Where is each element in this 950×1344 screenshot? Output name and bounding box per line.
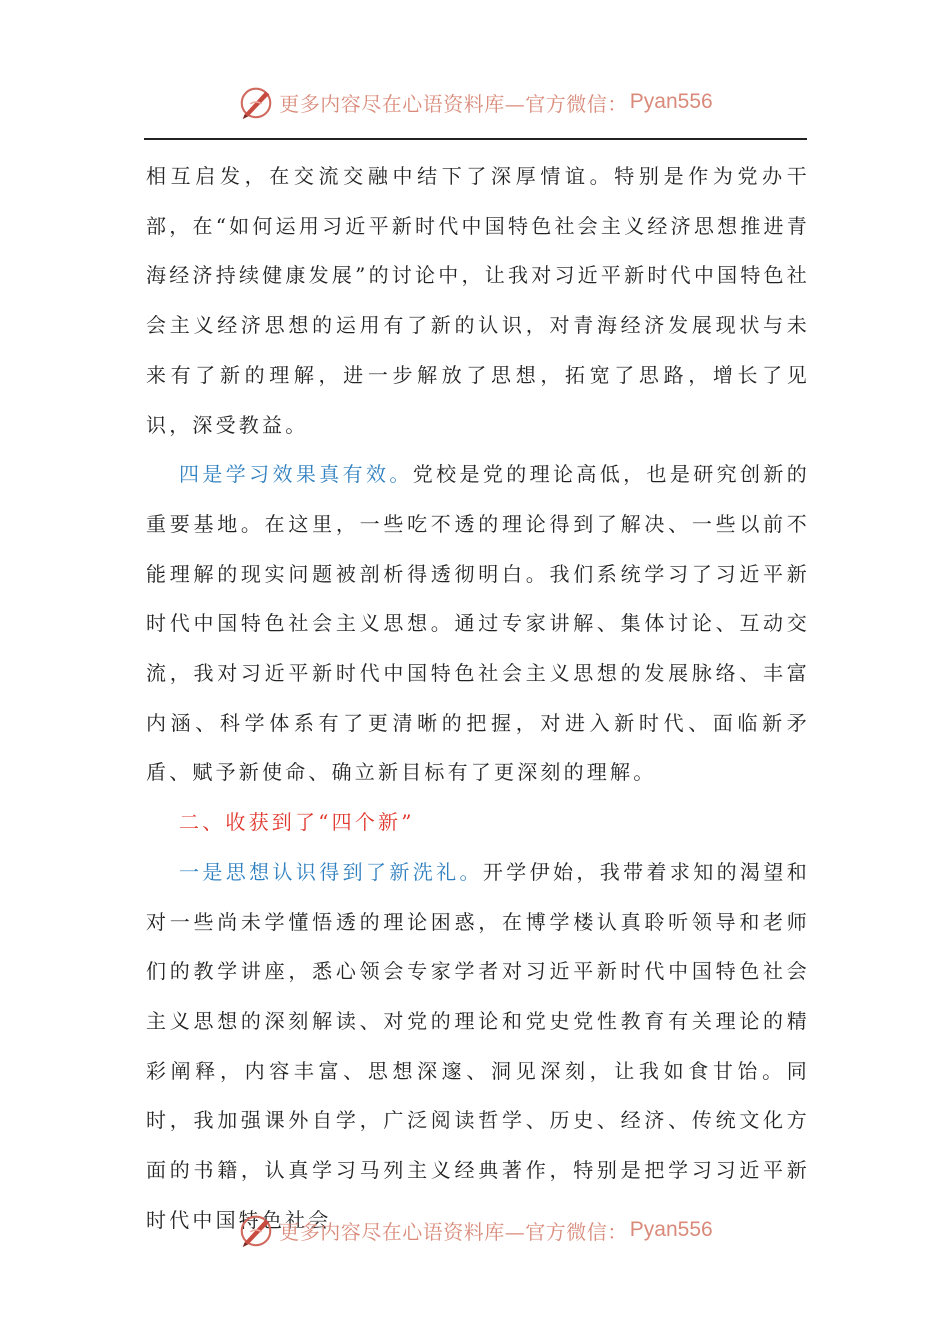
paragraph-text: 开学伊始，我带着求知的渴望和对一些尚未学懂悟透的理论困惑，在博学楼认真聆听领导和老师们的教学讲座，悉心领会专家学者对习近平新时代中国特色社会主义思想的深刻解读、对党的理论和党史党性教育有关理论的精彩阐释，内容丰富、思想深邃、洞见深刻，让我如食甘饴。同时，我加强课外自学，广泛阅读哲学、历史、经济、传统文化方面的书籍，认真学习马列主义经典著作，特别是把学习习近平新时代中国特色社会 <box>146 859 810 1232</box>
document-body <box>146 152 810 1245</box>
paragraph-lead: 四是学习效果真有效。 <box>179 462 413 487</box>
paragraph-lead: 一是思想认识得到了新洗礼。 <box>179 859 483 884</box>
section-heading: 二、收获到了“四个新” <box>179 810 415 835</box>
banner-text: 更多内容尽在心语资料库—官方微信： <box>279 91 628 116</box>
paragraph-3 <box>146 848 810 1246</box>
paragraph-text: 党校是党的理论高低，也是研究创新的重要基地。在这里，一些吃不透的理论得到了解决、一些以前不能理解的现实问题被剖析得透彻明白。我们系统学习了习近平新时代中国特色社会主义思想。通过专家讲解、集体讨论、互动交流，我对习近平新时代中国特色社会主义思想的发展脉络、丰富内涵、科学体系有了更清晰的把握，对进入新时代、面临新矛盾、赋予新使命、确立新目标有了更深刻的理解。 <box>146 462 811 785</box>
page-header-banner <box>0 80 950 124</box>
paragraph-1 <box>146 152 810 450</box>
page-footer-banner <box>0 1208 950 1252</box>
header-divider <box>144 138 807 140</box>
pen-logo-icon <box>237 1211 275 1249</box>
banner-text: 更多内容尽在心语资料库—官方微信： <box>279 1219 628 1244</box>
pen-logo-icon <box>237 83 275 121</box>
banner-wechat-id: Pyan556 <box>629 1218 713 1241</box>
paragraph-2 <box>146 450 810 798</box>
banner-wechat-id: Pyan556 <box>629 90 713 113</box>
paragraph-text: 相互启发，在交流交融中结下了深厚情谊。特别是作为党办干部，在“如何运用习近平新时代中国特色社会主义经济思想推进青海经济持续健康发展”的讨论中，让我对习近平新时代中国特色社会主义经济思想的运用有了新的认识，对青海经济发展现状与未来有了新的理解，进一步解放了思想，拓宽了思路，增长了见识，深受教益。 <box>146 164 810 437</box>
